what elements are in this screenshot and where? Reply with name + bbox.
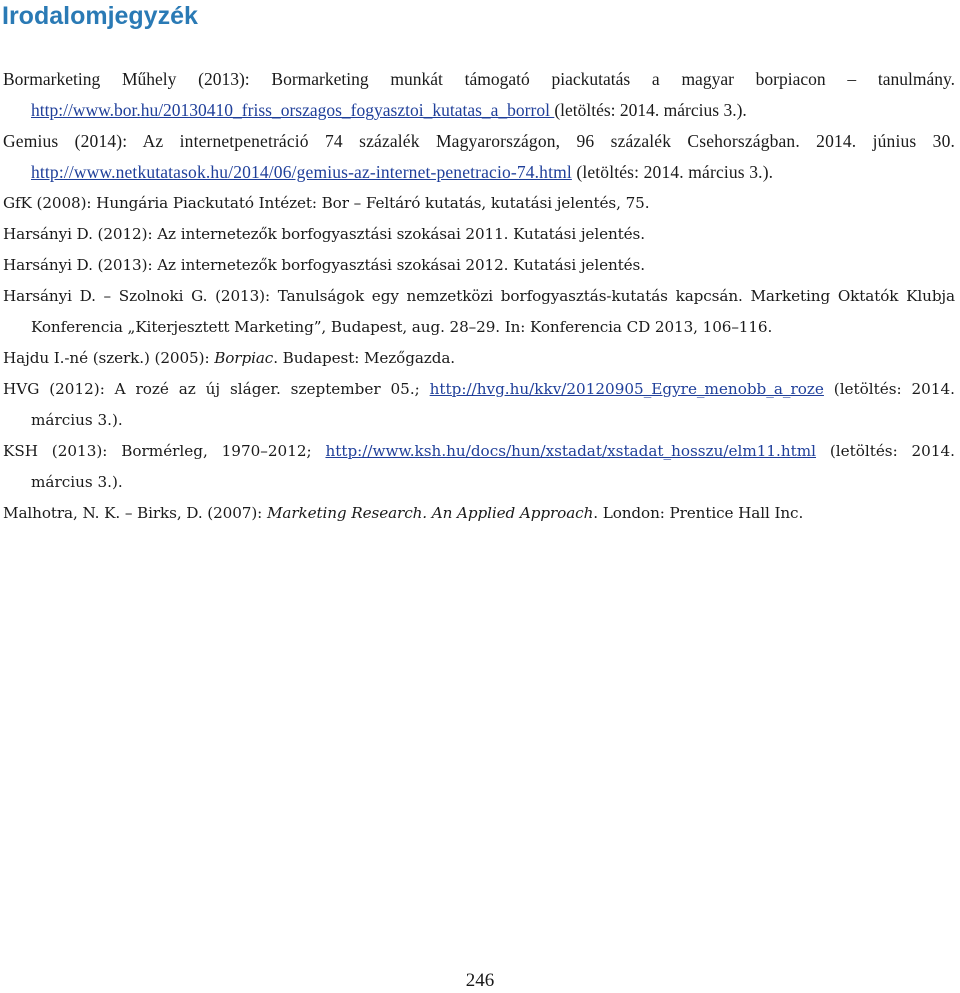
reference-item: Harsányi D. (2013): Az internetezők borfogyasztási szokásai 2012. Kutatási jelentés.	[3, 256, 645, 274]
reference-text: HVG (2012): A rozé az új sláger. szeptember 05.;	[3, 380, 430, 398]
reference-retrieved: (letöltés: 2014. március 3.).	[31, 380, 955, 429]
page-number: 246	[465, 970, 495, 991]
reference-retrieved: (letöltés: 2014. március 3.).	[554, 100, 747, 120]
reference-item	[3, 436, 955, 498]
reference-text: Bormarketing Műhely (2013): Bormarketing munkát támogató piackutatás a magyar borpiacon – tanulmány.	[3, 69, 955, 89]
reference-item: Harsányi D. (2012): Az internetezők borfogyasztási szokásai 2011. Kutatási jelentés.	[3, 225, 645, 243]
reference-title: Borpiac	[214, 349, 274, 367]
reference-list	[3, 64, 955, 529]
reference-item	[3, 64, 955, 126]
reference-text: Gemius (2014): Az internetpenetráció 74 százalék Magyarországon, 96 százalék Csehországban. 2014. június 30.	[3, 131, 955, 151]
reference-text: KSH (2013): Bormérleg, 1970–2012;	[3, 442, 326, 460]
reference-item	[3, 374, 955, 436]
reference-text: Hajdu I.-né (szerk.) (2005):	[3, 349, 215, 367]
reference-item	[3, 126, 955, 188]
reference-link[interactable]: http://www.ksh.hu/docs/hun/xstadat/xstadat_hosszu/elm11.html	[325, 442, 817, 460]
reference-link[interactable]: http://www.bor.hu/20130410_friss_orszagos_fogyasztoi_kutatas_a_borrol	[31, 100, 555, 120]
reference-title: Marketing Research. An Applied Approach	[266, 504, 594, 522]
reference-item	[3, 498, 955, 529]
reference-item: Harsányi D. – Szolnoki G. (2013): Tanulságok egy nemzetközi borfogyasztás-kutatás kapcsán. Marketing Oktatók Klubja Konferencia „Kiterjesztett Marketing”, Budapest, aug. 28–29. In: Konferencia CD 2013, 106–116.	[3, 287, 955, 336]
reference-text: Malhotra, N. K. – Birks, D. (2007):	[3, 504, 267, 522]
reference-link[interactable]: http://www.netkutatasok.hu/2014/06/gemius-az-internet-penetracio-74.html	[31, 162, 572, 182]
reference-text: . Budapest: Mezőgazda.	[273, 349, 456, 367]
reference-link[interactable]: http://hvg.hu/kkv/20120905_Egyre_menobb_a_roze	[429, 380, 824, 398]
reference-retrieved: (letöltés: 2014. március 3.).	[31, 442, 955, 491]
reference-retrieved: (letöltés: 2014. március 3.).	[571, 162, 774, 182]
reference-text: . London: Prentice Hall Inc.	[593, 504, 804, 522]
reference-item: GfK (2008): Hungária Piackutató Intézet: Bor – Feltáró kutatás, kutatási jelentés, 75.	[3, 194, 650, 212]
bibliography-heading: Irodalomjegyzék	[2, 2, 198, 30]
reference-item	[3, 343, 955, 374]
